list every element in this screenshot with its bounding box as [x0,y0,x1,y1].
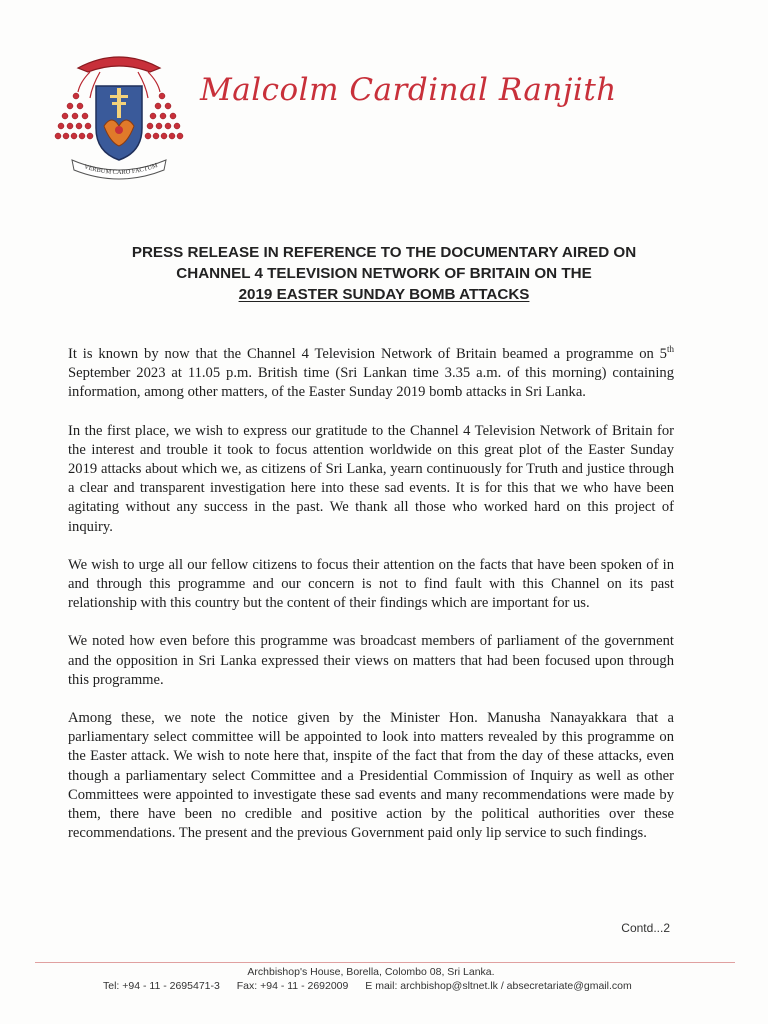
paragraph-1-part-a: It is known by now that the Channel 4 Television Network of Britain beamed a programme on 5 [68,346,667,362]
footer-telephone: Tel: +94 - 11 - 2695471-3 [103,980,220,992]
heading-line-1: PRESS RELEASE IN REFERENCE TO THE DOCUMENTARY AIRED ON [131,244,637,261]
letterhead-name: Malcolm Cardinal Ranjith [200,72,617,108]
paragraph-3: We wish to urge all our fellow citizens to focus their attention on the facts that have been spoken of in and through this programme and our concern is not to find fault with this Channel on its past relationship with this country but the content of their findings which are important for us. [68,556,674,612]
continued-marker: Contd...2 [621,921,670,935]
heading-line-3: 2019 EASTER SUNDAY BOMB ATTACKS [238,286,530,303]
paragraph-2: In the first place, we wish to express our gratitude to the Channel 4 Television Network of Britain for the interest and trouble it took to focus attention worldwide on this great plot of the Easter Sunday 2019 attacks about which we, as citizens of Sri Lanka, yearn continuously for Truth and justice through a clear and transparent investigation here into these sad events. It is for this that we who have been agitating without any success in the past. We thank all those who worked hard on this project of inquiry. [68,422,674,535]
paragraph-4: We noted how even before this programme was broadcast members of parliament of the government and the opposition in Sri Lanka expressed their views on matters that had been focused upon through this programme. [68,633,674,688]
motto-textpath: VERBUM CARO FACTUM [83,162,159,177]
paragraph-5: Among these, we note the notice given by the Minister Hon. Manusha Nanayakkara that a parliamentary select committee will be appointed to look into matters revealed by this programme on the Easter attack. We wish to note here that, inspite of the fact that from the day of these attacks, even though a parliamentary select Committee and a Presidential Commission of Inquiry as well as other Committees were appointed to investigate these sad events and many recommendations were made by them, there have been no credible and positive action by the political authorities over these recommendations. The present and the previous Government paid only lip service to such findings. [68,710,674,842]
footer-fax: Fax: +94 - 11 - 2692009 [236,980,349,992]
footer-email: E mail: archbishop@sltnet.lk / absecretariate@gmail.com [365,980,632,992]
footer-divider [35,962,735,963]
paragraph-1-part-b: September 2023 at 11.05 p.m. British time (Sri Lankan time 3.35 a.m. of this morning) containing information, among other matters, of the Easter Sunday 2019 bomb attacks in Sri Lanka. [68,365,674,401]
footer-address: Archbishop's House, Borella, Colombo 08, Sri Lanka. [247,966,495,978]
ordinal-suffix: th [666,344,674,355]
body-text [68,345,674,862]
coat-of-arms-emblem [50,42,188,182]
press-release-heading [60,242,708,305]
footer-contact [103,980,632,992]
heading-line-2: CHANNEL 4 TELEVISION NETWORK OF BRITAIN ON THE [176,265,592,282]
paragraph-1 [68,345,674,403]
